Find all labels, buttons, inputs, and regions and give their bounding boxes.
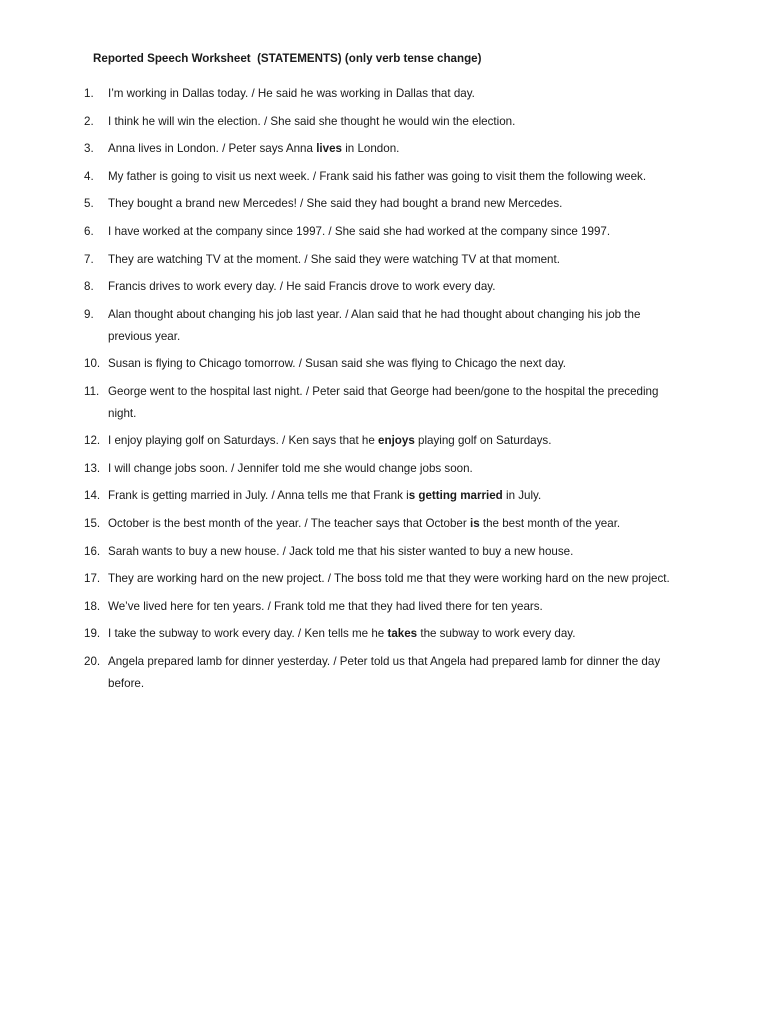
item-text	[108, 87, 475, 100]
text-segment: in London.	[341, 142, 400, 156]
text-segment: Angela prepared lamb for dinner yesterday. / Peter told us that Angela had prepared lamb for dinner the day before.	[108, 654, 661, 690]
item-number: 13.	[84, 461, 101, 475]
worksheet-title: Reported Speech Worksheet (STATEMENTS) (only verb tense change)	[93, 52, 482, 65]
sentence-list	[84, 83, 674, 700]
item-number: 11.	[84, 384, 100, 398]
bold-verb: is	[469, 516, 480, 530]
item-text	[108, 115, 515, 128]
text-segment: George went to the hospital last night. / Peter said that George had been/gone to the hospital the preceding night.	[108, 384, 659, 420]
item-number: 19.	[84, 627, 101, 641]
text-segment: I take the subway to work every day. / Ken tells me he	[108, 627, 388, 641]
item-number: 17.	[84, 572, 101, 586]
text-segment: the best month of the year.	[479, 516, 621, 530]
text-segment: They bought a brand new Mercedes! / She said they had bought a brand new Mercedes.	[108, 197, 563, 211]
item-number: 15.	[84, 516, 101, 530]
text-segment: October is the best month of the year. / The teacher says that October	[108, 516, 470, 530]
item-number: 5.	[84, 197, 94, 211]
item-number: 10.	[84, 357, 101, 371]
item-text	[108, 142, 399, 155]
item-text	[108, 655, 660, 690]
list-item	[84, 304, 674, 348]
list-item	[84, 513, 674, 535]
item-number: 16.	[84, 544, 101, 558]
item-number: 14.	[84, 489, 101, 503]
list-item	[84, 111, 674, 133]
list-item	[84, 541, 674, 563]
item-number: 9.	[84, 307, 94, 321]
item-number: 12.	[84, 434, 101, 448]
text-segment: Alan thought about changing his job last year. / Alan said that he had thought about changing his job the previous year.	[108, 307, 641, 343]
list-item	[84, 249, 674, 271]
list-item	[84, 596, 674, 618]
item-text	[108, 627, 575, 640]
text-segment: My father is going to visit us next week. / Frank said his father was going to visit them the following week.	[108, 169, 647, 183]
text-segment: I will change jobs soon. / Jennifer told me she would change jobs soon.	[108, 461, 473, 475]
list-item	[84, 138, 674, 160]
text-segment: I have worked at the company since 1997. / She said she had worked at the company since 1997.	[108, 224, 611, 238]
text-segment: in July.	[502, 489, 542, 503]
item-text	[108, 517, 620, 530]
text-segment: the subway to work every day.	[417, 627, 576, 641]
item-number: 4.	[84, 169, 94, 183]
list-item	[84, 193, 674, 215]
list-item	[84, 166, 674, 188]
item-text	[108, 545, 573, 558]
text-segment: Francis drives to work every day. / He said Francis drove to work every day.	[108, 280, 496, 294]
item-number: 8.	[84, 280, 94, 294]
item-text	[108, 170, 646, 183]
list-item	[84, 458, 674, 480]
list-item	[84, 651, 674, 695]
list-item	[84, 381, 674, 425]
bold-verb: takes	[387, 627, 418, 641]
item-text	[108, 572, 670, 585]
item-text	[108, 357, 566, 370]
list-item	[84, 623, 674, 645]
text-segment: I’m working in Dallas today. / He said he was working in Dallas that day.	[108, 87, 475, 100]
item-text	[108, 600, 543, 613]
text-segment: They are watching TV at the moment. / She said they were watching TV at that moment.	[108, 252, 560, 266]
text-segment: Susan is flying to Chicago tomorrow. / Susan said she was flying to Chicago the next day.	[108, 357, 566, 371]
text-segment: I enjoy playing golf on Saturdays. / Ken says that he	[108, 434, 379, 448]
item-text	[108, 385, 658, 420]
text-segment: They are working hard on the new project. / The boss told me that they were working hard on the new project.	[108, 572, 670, 586]
item-text	[108, 225, 610, 238]
item-text	[108, 197, 562, 210]
item-number: 7.	[84, 252, 94, 266]
bold-verb: lives	[316, 142, 342, 156]
item-text	[108, 489, 541, 502]
list-item	[84, 83, 674, 105]
list-item	[84, 221, 674, 243]
item-number: 2.	[84, 114, 94, 128]
text-segment: Frank is getting married in July. / Anna tells me that Frank i	[108, 489, 409, 503]
list-item	[84, 353, 674, 375]
text-segment: playing golf on Saturdays.	[414, 434, 552, 448]
bold-verb: s getting married	[408, 489, 503, 503]
item-text	[108, 253, 560, 266]
item-number: 20.	[84, 654, 101, 668]
item-number: 18.	[84, 599, 101, 613]
bold-verb: enjoys	[378, 434, 415, 448]
text-segment: I think he will win the election. / She said she thought he would win the election.	[108, 114, 516, 128]
item-text	[108, 280, 495, 293]
text-segment: We’ve lived here for ten years. / Frank told me that they had lived there for ten years.	[108, 599, 543, 613]
item-text	[108, 308, 640, 343]
item-number: 6.	[84, 224, 94, 238]
item-text	[108, 462, 473, 475]
item-text	[108, 434, 551, 447]
list-item	[84, 430, 674, 452]
item-number: 3.	[84, 142, 94, 156]
list-item	[84, 568, 674, 590]
item-number: 1.	[84, 87, 94, 100]
list-item	[84, 485, 674, 507]
text-segment: Sarah wants to buy a new house. / Jack told me that his sister wanted to buy a new house.	[108, 544, 574, 558]
list-item	[84, 276, 674, 298]
text-segment: Anna lives in London. / Peter says Anna	[108, 142, 317, 156]
